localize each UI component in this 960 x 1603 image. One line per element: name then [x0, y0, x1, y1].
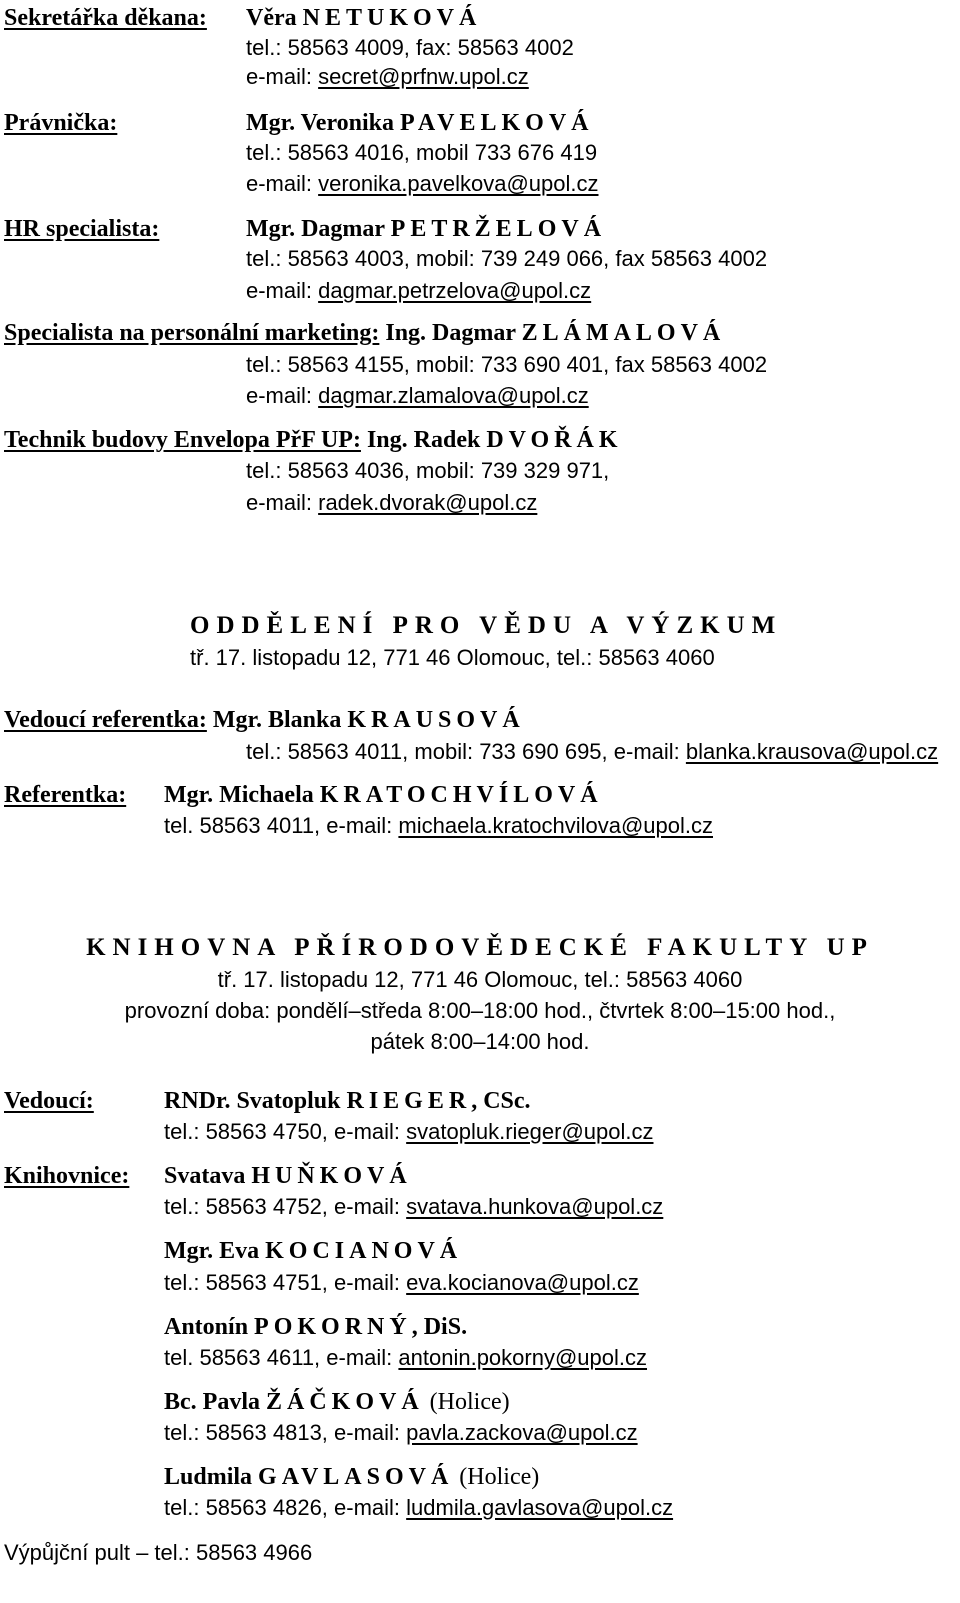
- person-email-link[interactable]: antonin.pokorny@upol.cz: [398, 1345, 648, 1370]
- name-first: Antonín: [164, 1314, 255, 1340]
- knihovna-vedouci-label: Vedoucí:: [4, 1088, 94, 1114]
- hr-email-line: [246, 276, 591, 306]
- person-email-link[interactable]: ludmila.gavlasova@upol.cz: [406, 1495, 674, 1520]
- name-last: POKORNÝ: [254, 1314, 412, 1340]
- veda-referentka-contact: [164, 811, 713, 841]
- contact-prefix: tel.: 58563 4011, mobil: 733 690 695, e-mail:: [246, 739, 686, 764]
- knihovna-address: tř. 17. listopadu 12, 771 46 Olomouc, tel.: 58563 4060: [217, 967, 743, 992]
- hr-email-link[interactable]: dagmar.petrzelova@upol.cz: [318, 278, 592, 303]
- contact-prefix: tel.: 58563 4826, e-mail:: [164, 1495, 407, 1520]
- sekretarka-email-link[interactable]: secret@prfnw.upol.cz: [318, 64, 529, 89]
- name-last: NETUKOVÁ: [302, 5, 482, 31]
- person-email-link[interactable]: svatava.hunkova@upol.cz: [406, 1194, 664, 1219]
- person-contact-rieger: [164, 1117, 654, 1147]
- name-suffix: (Holice): [453, 1464, 540, 1490]
- contact-prefix: tel. 58563 4611, e-mail:: [164, 1345, 399, 1370]
- veda-vedouci-contact: [246, 737, 938, 767]
- person-name-kocianova: [164, 1236, 462, 1266]
- email-prefix: e-mail:: [246, 171, 319, 196]
- name-last: ŽÁČKOVÁ: [266, 1389, 424, 1415]
- veda-vedouci-label: Vedoucí referentka:: [4, 707, 207, 733]
- email-prefix: e-mail:: [246, 64, 319, 89]
- vypujcni-pult: Výpůjční pult – tel.: 58563 4966: [4, 1540, 313, 1565]
- hr-label: HR specialista:: [4, 216, 160, 242]
- name-suffix: , DiS.: [411, 1314, 468, 1340]
- veda-referentka-label: Referentka:: [4, 782, 127, 808]
- name-last: HUŇKOVÁ: [251, 1163, 412, 1189]
- name-last: KRATOCHVÍLOVÁ: [319, 782, 603, 808]
- marketing-label: Specialista na personální marketing:: [4, 320, 380, 346]
- name-first: Ludmila: [164, 1464, 259, 1490]
- person-name-rieger: [164, 1086, 531, 1116]
- marketing-email-link[interactable]: dagmar.zlamalova@upol.cz: [318, 383, 589, 408]
- name-last: PAVELKOVÁ: [400, 110, 594, 136]
- marketing-email-line: [246, 381, 589, 411]
- person-name-gavlasova: [164, 1462, 539, 1492]
- technik-tel: tel.: 58563 4036, mobil: 739 329 971,: [246, 458, 610, 483]
- person-email-link[interactable]: eva.kocianova@upol.cz: [406, 1270, 639, 1295]
- name-last: GAVLASOVÁ: [258, 1464, 454, 1490]
- name-first: Mgr. Eva: [164, 1238, 266, 1264]
- email-prefix: e-mail:: [246, 383, 319, 408]
- sekretarka-tel: tel.: 58563 4009, fax: 58563 4002: [246, 35, 574, 60]
- hr-tel: tel.: 58563 4003, mobil: 739 249 066, fax 58563 4002: [246, 246, 768, 271]
- contact-prefix: tel.: 58563 4750, e-mail:: [164, 1119, 407, 1144]
- pravnicka-email-line: [246, 169, 599, 199]
- person-email-link[interactable]: pavla.zackova@upol.cz: [406, 1420, 638, 1445]
- marketing-tel: tel.: 58563 4155, mobil: 733 690 401, fax 58563 4002: [246, 352, 768, 377]
- name-first: Mgr. Dagmar: [246, 216, 391, 242]
- name-first: Ing. Radek: [366, 427, 487, 453]
- name-first: Svatava: [164, 1163, 252, 1189]
- contact-prefix: tel. 58563 4011, e-mail:: [164, 813, 399, 838]
- sekretarka-email-line: [246, 62, 529, 92]
- sekretarka-name: [246, 3, 481, 33]
- veda-vedouci-row: [4, 705, 525, 735]
- technik-email-line: [246, 488, 537, 518]
- name-last: RIEGER: [346, 1088, 472, 1114]
- name-first: Ing. Dagmar: [385, 320, 522, 346]
- marketing-row: [4, 318, 725, 348]
- person-name-zackova: [164, 1387, 510, 1417]
- pravnicka-label: Právnička:: [4, 110, 118, 136]
- name-suffix: , CSc.: [471, 1088, 531, 1114]
- email-prefix: e-mail:: [246, 278, 319, 303]
- knihovna-hours-2: pátek 8:00–14:00 hod.: [370, 1029, 590, 1054]
- person-contact-kocianova: [164, 1268, 639, 1298]
- person-contact-gavlasova: [164, 1493, 673, 1523]
- person-contact-pokorny: [164, 1343, 647, 1373]
- name-first: Mgr. Blanka: [212, 707, 348, 733]
- name-first: Bc. Pavla: [164, 1389, 266, 1415]
- name-first: Mgr. Veronika: [246, 110, 401, 136]
- name-suffix: (Holice): [423, 1389, 510, 1415]
- technik-row: [4, 425, 623, 455]
- knihovna-knihovnice-label: Knihovnice:: [4, 1163, 130, 1189]
- knihovna-hours-1: provozní doba: pondělí–středa 8:00–18:00 hod., čtvrtek 8:00–15:00 hod.,: [124, 998, 836, 1023]
- person-email-link[interactable]: svatopluk.rieger@upol.cz: [406, 1119, 654, 1144]
- sekretarka-label: Sekretářka děkana:: [4, 5, 207, 31]
- knihovna-heading: KNIHOVNA PŘÍRODOVĚDECKÉ FAKULTY UP: [86, 934, 874, 961]
- person-name-pokorny: [164, 1312, 467, 1342]
- name-last: DVOŘÁK: [486, 427, 623, 453]
- veda-heading: ODDĚLENÍ PRO VĚDU A VÝZKUM: [190, 612, 783, 639]
- contact-prefix: tel.: 58563 4752, e-mail:: [164, 1194, 407, 1219]
- veda-vedouci-email-link[interactable]: blanka.krausova@upol.cz: [685, 739, 939, 764]
- pravnicka-tel: tel.: 58563 4016, mobil 733 676 419: [246, 140, 598, 165]
- name-last: ZLÁMALOVÁ: [521, 320, 726, 346]
- name-last: KRAUSOVÁ: [347, 707, 525, 733]
- pravnicka-email-link[interactable]: veronika.pavelkova@upol.cz: [318, 171, 599, 196]
- veda-referentka-email-link[interactable]: michaela.kratochvilova@upol.cz: [398, 813, 713, 838]
- person-name-hunkova: [164, 1161, 412, 1191]
- technik-label: Technik budovy Envelopa PřF UP:: [4, 427, 361, 453]
- name-last: PETRŽELOVÁ: [390, 216, 607, 242]
- email-prefix: e-mail:: [246, 490, 319, 515]
- name-first: RNDr. Svatopluk: [164, 1088, 347, 1114]
- person-contact-hunkova: [164, 1192, 663, 1222]
- name-first: Věra: [246, 5, 303, 31]
- contact-prefix: tel.: 58563 4751, e-mail:: [164, 1270, 407, 1295]
- veda-address: tř. 17. listopadu 12, 771 46 Olomouc, tel.: 58563 4060: [190, 645, 715, 670]
- name-last: KOCIANOVÁ: [265, 1238, 463, 1264]
- technik-email-link[interactable]: radek.dvorak@upol.cz: [318, 490, 538, 515]
- person-contact-zackova: [164, 1418, 638, 1448]
- hr-name: [246, 214, 606, 244]
- name-first: Mgr. Michaela: [164, 782, 320, 808]
- contact-prefix: tel.: 58563 4813, e-mail:: [164, 1420, 407, 1445]
- veda-referentka-name: [164, 780, 603, 810]
- pravnicka-name: [246, 108, 594, 138]
